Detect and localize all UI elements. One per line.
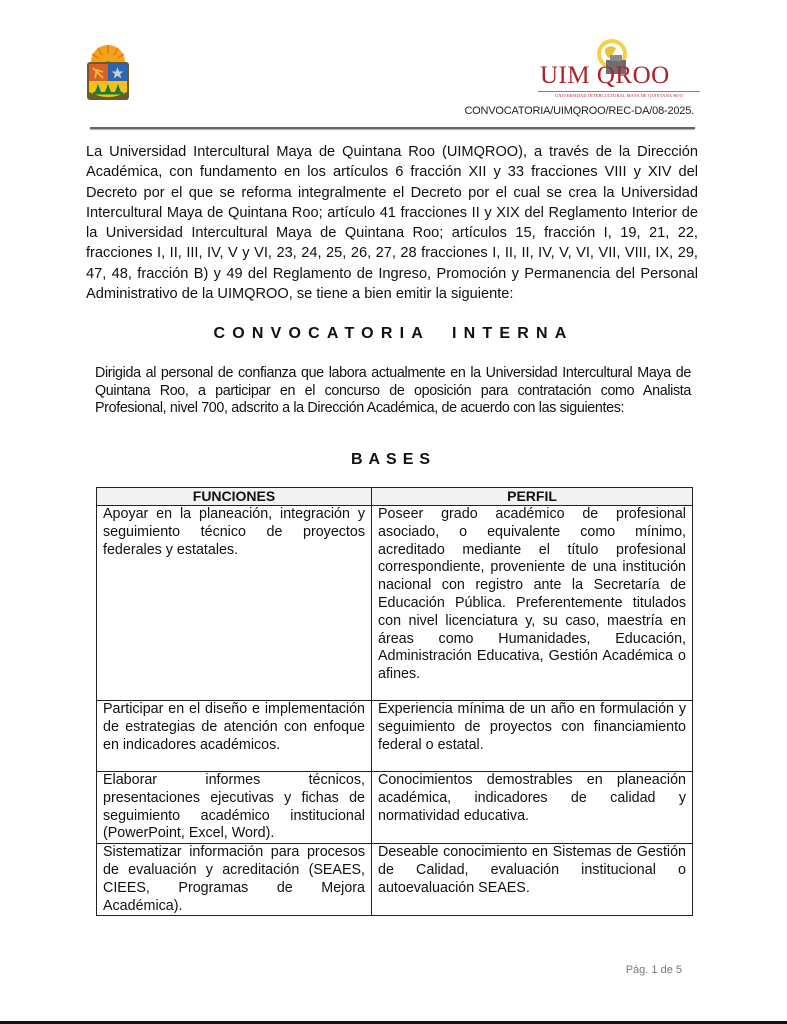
funcion-cell: Sistematizar información para procesos de evaluación y acreditación (SEAES, CIEES, Programas de Mejora Académica). <box>97 844 372 916</box>
funcion-cell: Apoyar en la planeación, integración y seguimiento técnico de proyectos federales y estatales. <box>97 506 372 701</box>
university-tagline: UNIVERSIDAD INTERCULTURAL MAYA DE QUINTANA ROO <box>538 91 700 98</box>
bases-heading: BASES <box>350 451 437 468</box>
perfil-cell: Deseable conocimiento en Sistemas de Gestión de Calidad, evaluación institucional o autoevaluación SEAES. <box>372 844 693 916</box>
table-row <box>97 772 693 844</box>
state-coat-of-arms-icon <box>83 42 133 104</box>
university-wordmark: UIM QROO <box>540 62 670 89</box>
lead-paragraph: Dirigida al personal de confianza que labora actualmente en la Universidad Intercultural Maya de Quintana Roo, a participar en el concurso de oposición para contratación como Analista Profesional, nivel 700, adscrito a la Dirección Académica, de acuerdo con las siguientes: <box>95 365 691 417</box>
bases-table <box>96 487 693 916</box>
table-row <box>97 844 693 916</box>
perfil-cell: Poseer grado académico de profesional asociado, o equivalente como mínimo, acreditado mediante el título profesional correspondiente, proveniente de una institución nacional con registro ante la Secretaría de Educación Pública. Preferentemente titulados con nivel licenciatura y, su caso, maestría en áreas como Humanidades, Educación, Administración Educativa, Gestión Académica o afines. <box>372 506 693 701</box>
intro-paragraph: La Universidad Intercultural Maya de Quintana Roo (UIMQROO), a través de la Dirección Académica, con fundamento en los artículos 6 fracción XII y 33 fracciones VIII y XIV del Decreto por el que se reforma integralmente el Decreto por el cual se crea la Universidad Intercultural Maya de Quintana Roo; artículo 41 fracciones II y XIX del Reglamento Interior de la Universidad Intercultural Maya de Quintana Roo; artículos 15, fracción I, 19, 21, 22, fracciones I, II, III, IV, V y VI, 23, 24, 25, 26, 27, 28 fracciones I, II, II, IV, V, VI, VII, VIII, IX, 29, 47, 48, fracción B) y 49 del Reglamento de Ingreso, Promoción y Permanencia del Personal Administrativo de la UIMQROO, se tiene a bien emitir la siguiente: <box>86 144 698 303</box>
page-number: Pág. 1 de 5 <box>625 964 682 976</box>
perfil-cell: Conocimientos demostrables en planeación académica, indicadores de calidad y normatividad educativa. <box>372 772 693 844</box>
table-header-row <box>97 488 693 506</box>
column-header-perfil: PERFIL <box>372 488 693 506</box>
document-title <box>0 325 787 343</box>
column-header-funciones: FUNCIONES <box>97 488 372 506</box>
perfil-cell: Experiencia mínima de un año en formulación y seguimiento de proyectos con financiamiento federal o estatal. <box>372 701 693 772</box>
funcion-cell: Elaborar informes técnicos, presentaciones ejecutivas y fichas de seguimiento académico institucional (PowerPoint, Excel, Word). <box>97 772 372 844</box>
document-reference: CONVOCATORIA/UIMQROO/REC-DA/08-2025. <box>464 105 694 117</box>
title-word-2: INTERNA <box>451 325 574 342</box>
funcion-cell: Participar en el diseño e implementación de estrategias de atención con enfoque en indicadores académicos. <box>97 701 372 772</box>
header-divider <box>90 127 695 129</box>
title-word-1: CONVOCATORIA <box>213 325 430 342</box>
table-row <box>97 506 693 701</box>
table-row <box>97 701 693 772</box>
university-logo <box>538 36 700 98</box>
